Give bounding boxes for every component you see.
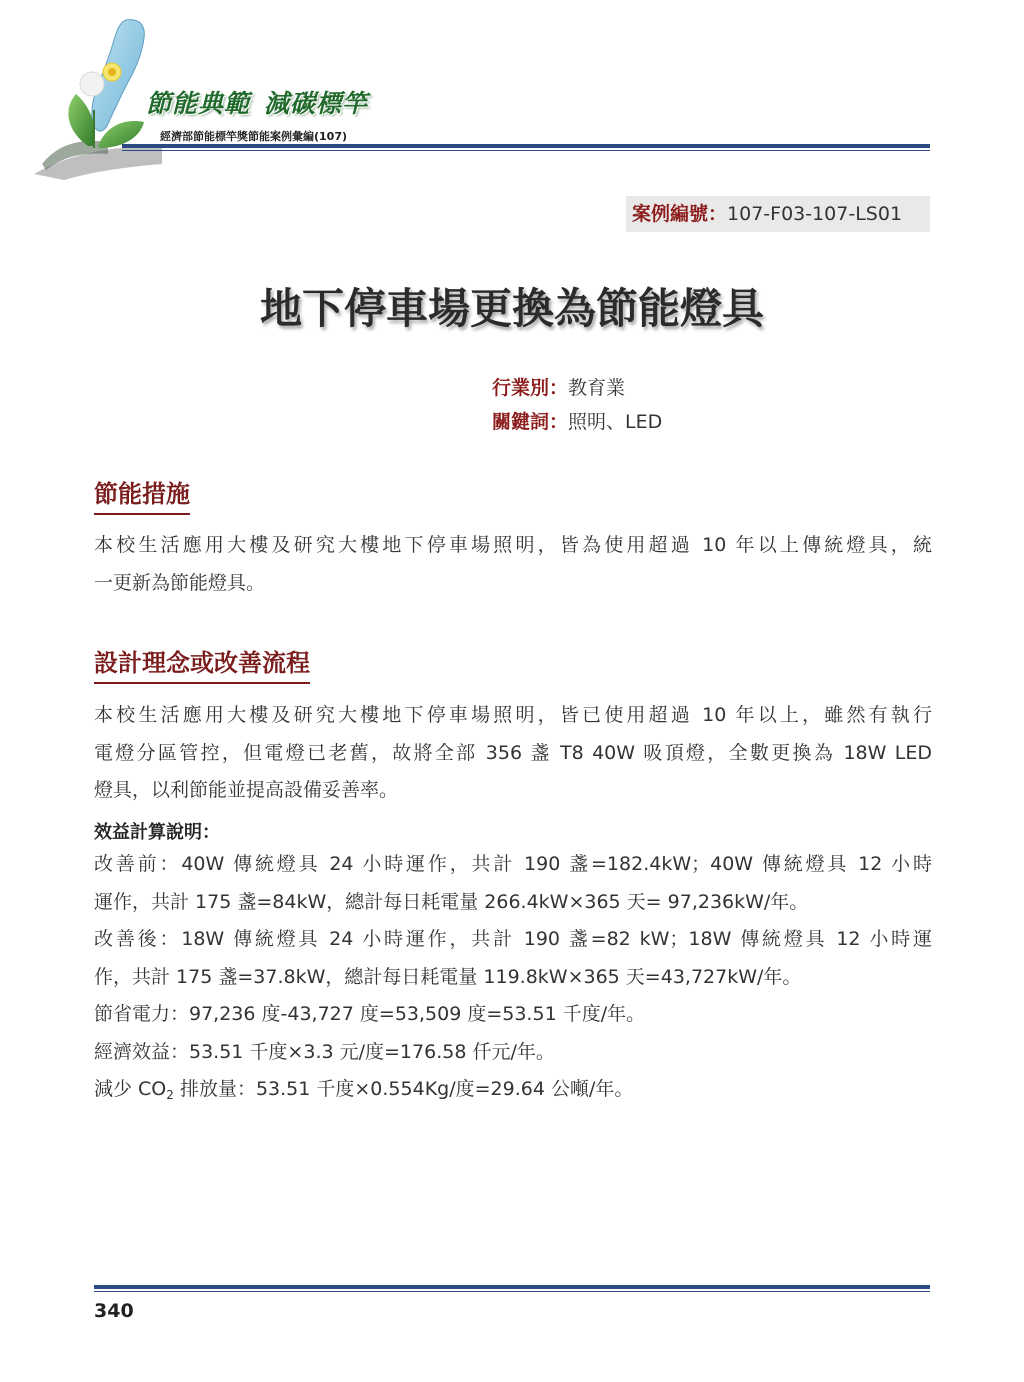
paragraph-line: 本校生活應用大樓及研究大樓地下停車場照明，皆為使用超過 10 年以上傳統燈具，統 xyxy=(94,534,932,556)
keywords-label: 關鍵詞： xyxy=(492,411,569,433)
calc-line: 節省電力：97,236 度-43,727 度=53,509 度=53.51 千度/年。 xyxy=(94,1003,646,1025)
co2-prefix: 減少 CO xyxy=(94,1078,167,1100)
benefit-calc-block xyxy=(94,846,932,1115)
co2-line xyxy=(94,1071,932,1115)
header-title-part1: 節能典範 xyxy=(146,89,251,118)
case-number-label: 案例編號： xyxy=(632,203,728,225)
industry-value: 教育業 xyxy=(568,377,626,399)
header-divider xyxy=(122,144,930,152)
section-heading-design: 設計理念或改善流程 xyxy=(94,643,310,684)
calc-line: 改善後：18W 傳統燈具 24 小時運作，共計 190 盞=82 kW；18W 傳統燈具 12 小時運 xyxy=(94,928,932,950)
paragraph-line: 本校生活應用大樓及研究大樓地下停車場照明，皆已使用超過 10 年以上，雖然有執行 xyxy=(94,704,932,726)
design-paragraph xyxy=(94,697,932,810)
case-number-box xyxy=(626,196,930,232)
section-heading-measures: 節能措施 xyxy=(94,474,190,515)
paragraph-line: 電燈分區管控，但電燈已老舊，故將全部 356 盞 T8 40W 吸頂燈，全數更換為 18W LED xyxy=(94,741,932,764)
header-title xyxy=(146,84,368,120)
calc-line: 作，共計 175 盞=37.8kW，總計每日耗電量 119.8kW×365 天=43,727kW/年。 xyxy=(94,965,802,988)
paragraph-line: 燈具，以利節能並提高設備妥善率。 xyxy=(94,779,399,801)
calc-line: 經濟效益：53.51 千度×3.3 元/度=176.58 仟元/年。 xyxy=(94,1040,555,1063)
co2-subscript: 2 xyxy=(166,1088,174,1102)
industry-label: 行業別： xyxy=(492,377,569,399)
page-number: 340 xyxy=(94,1300,134,1322)
calc-line: 改善前：40W 傳統燈具 24 小時運作，共計 190 盞=182.4kW；40W 傳統燈具 12 小時 xyxy=(94,853,932,875)
footer-divider xyxy=(94,1285,930,1292)
co2-suffix: 排放量：53.51 千度×0.554Kg/度=29.64 公噸/年。 xyxy=(173,1078,634,1100)
industry-line xyxy=(492,373,625,400)
keywords-value: 照明、LED xyxy=(568,411,663,433)
keywords-line xyxy=(492,407,662,434)
page-title: 地下停車場更換為節能燈具 xyxy=(259,284,764,333)
case-number-value: 107-F03-107-LS01 xyxy=(727,203,903,225)
paragraph-line: 一更新為節能燈具。 xyxy=(94,571,266,594)
header-subtitle: 經濟部節能標竿獎節能案例彙編(107) xyxy=(160,130,348,143)
calc-line: 運作，共計 175 盞=84kW，總計每日耗電量 266.4kW×365 天= 97,236kW/年。 xyxy=(94,890,809,913)
measures-paragraph xyxy=(94,527,932,602)
leaf-icon xyxy=(68,94,95,146)
header-title-part2: 減碳標竿 xyxy=(264,89,369,118)
benefit-calc-heading: 效益計算說明： xyxy=(94,822,220,843)
